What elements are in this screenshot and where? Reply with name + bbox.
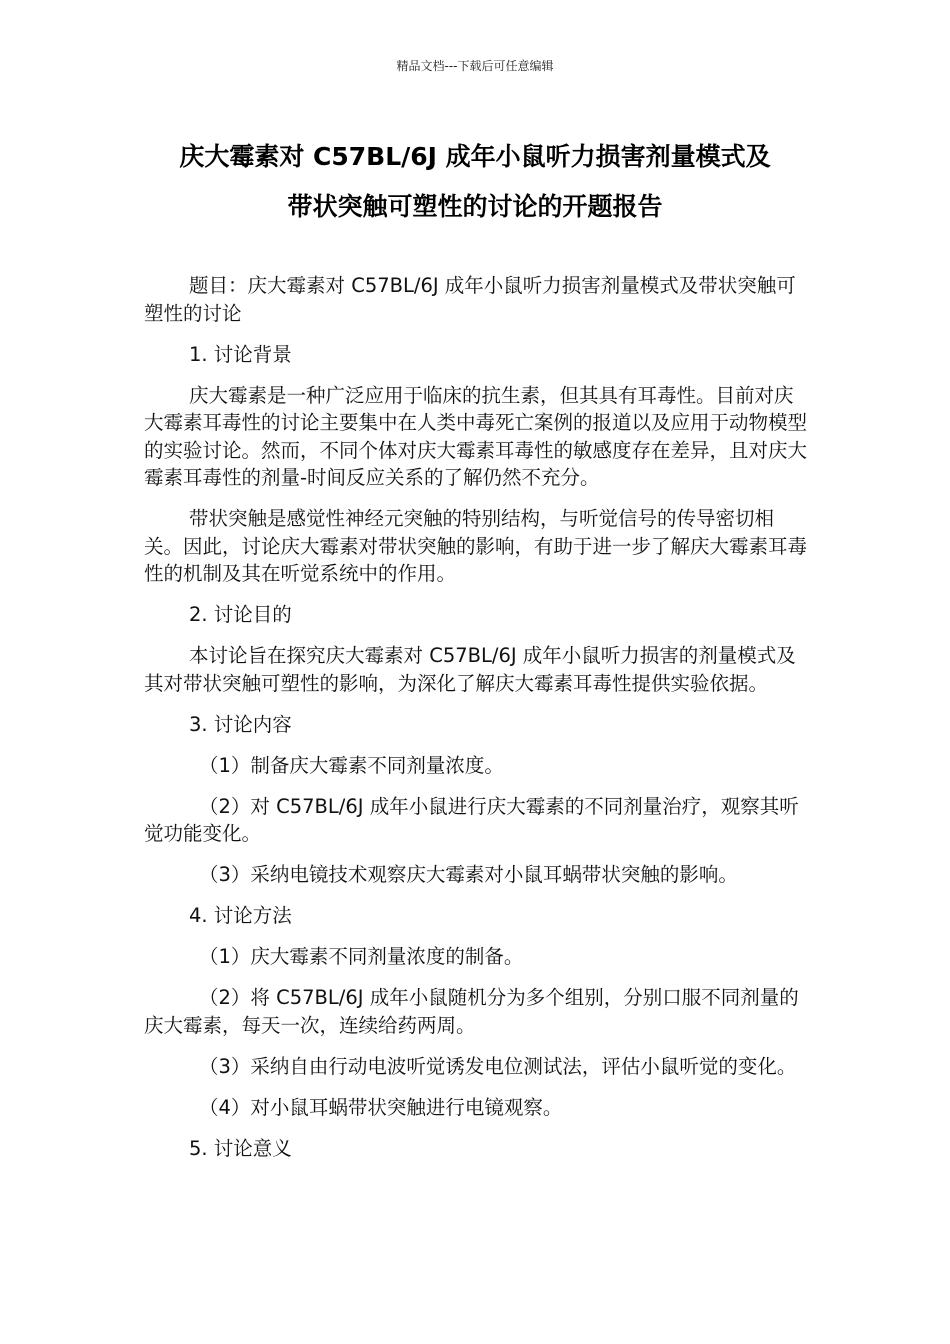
list-item: （1）庆大霉素不同剂量浓度的制备。 <box>199 945 524 968</box>
body-paragraph: 本讨论旨在探究庆大霉素对 C57BL/6J 成年小鼠听力损害的剂量模式及其对带状突触可塑性的影响，为深化了解庆大霉素耳毒性提供实验依据。 <box>144 644 796 695</box>
section-heading: 2. 讨论目的 <box>189 603 292 626</box>
document-title <box>0 132 950 232</box>
topic-paragraph: 题目：庆大霉素对 C57BL/6J 成年小鼠听力损害剂量模式及带状突触可塑性的讨论 <box>144 274 796 325</box>
list-item: （4）对小鼠耳蜗带状突触进行电镜观察。 <box>199 1095 563 1119</box>
list-item: （1）制备庆大霉素不同剂量浓度。 <box>199 753 504 777</box>
title-line-2: 带状突触可塑性的讨论的开题报告 <box>287 192 663 221</box>
section-heading: 1. 讨论背景 <box>189 342 292 366</box>
body-paragraph: 带状突触是感觉性神经元突触的特别结构，与听觉信号的传导密切相关。因此，讨论庆大霉素对带状突触的影响，有助于进一步了解庆大霉素耳毒性的机制及其在听觉系统中的作用。 <box>144 507 808 585</box>
list-item: （3）采纳电镜技术观察庆大霉素对小鼠耳蜗带状突触的影响。 <box>199 863 738 886</box>
title-line-1: 庆大霉素对 C57BL/6J 成年小鼠听力损害剂量模式及 <box>179 142 771 171</box>
document-body <box>144 272 809 1176</box>
section-heading: 5. 讨论意义 <box>189 1136 292 1160</box>
section-heading: 3. 讨论内容 <box>189 712 292 736</box>
list-item: （2）将 C57BL/6J 成年小鼠随机分为多个组别，分别口服不同剂量的庆大霉素，每天一次，连续给药两周。 <box>144 986 799 1037</box>
body-paragraph: 庆大霉素是一种广泛应用于临床的抗生素，但其具有耳毒性。目前对庆大霉素耳毒性的讨论主要集中在人类中毒死亡案例的报道以及应用于动物模型的实验讨论。然而，不同个体对庆大霉素耳毒性的敏感度存在差异，且对庆大霉素耳毒性的剂量-时间反应关系的了解仍然不充分。 <box>144 383 808 489</box>
list-item: （3）采纳自由行动电波听觉诱发电位测试法，评估小鼠听觉的变化。 <box>199 1054 797 1078</box>
header-note: 精品文档---下载后可任意编辑 <box>396 59 554 73</box>
list-item: （2）对 C57BL/6J 成年小鼠进行庆大霉素的不同剂量治疗，观察其听觉功能变化。 <box>144 794 799 845</box>
section-heading: 4. 讨论方法 <box>189 904 292 927</box>
